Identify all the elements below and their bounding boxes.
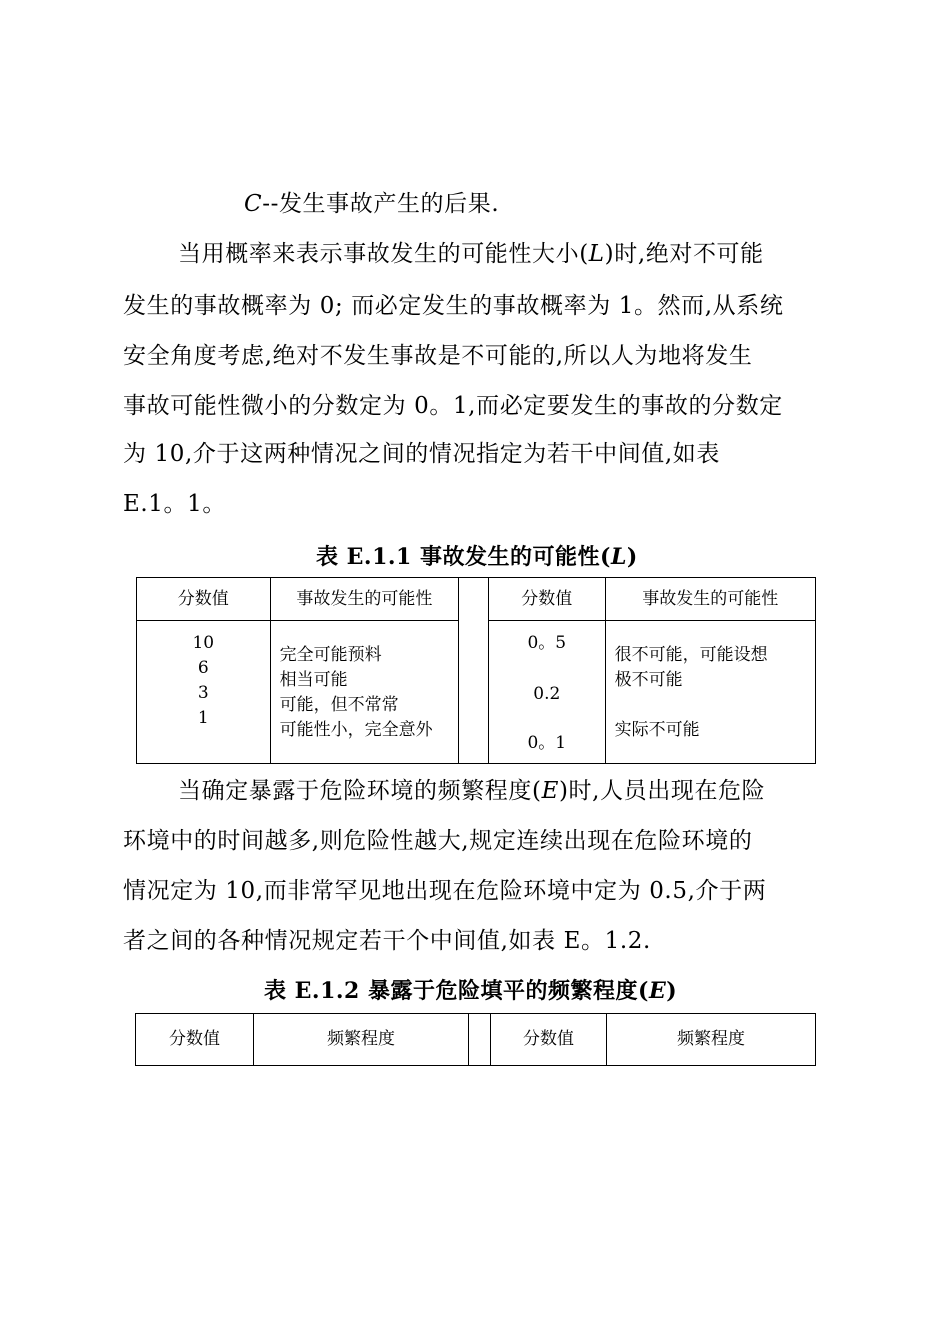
para1-line2: 发生的事故概率为 0; 而必定发生的事故概率为 1。然而,从系统 [123, 293, 784, 319]
table2-caption-pre: 表 E.1.2 暴露于危险填平的频繁程度( [264, 978, 649, 1004]
table2-header-score-left: 分数值 [136, 1014, 254, 1066]
para1-line5: 为 10,介于这两种情况之间的情况指定为若干中间值,如表 [123, 441, 720, 467]
table1-left-desc-cell [270, 621, 458, 764]
para1-line1-post: )时,绝对不可能 [604, 241, 764, 267]
table1-header-score-left: 分数值 [137, 578, 271, 621]
table1-left-desc: 可能，但不常常 [279, 695, 399, 715]
table1-right-scores-cell [488, 621, 605, 764]
table2-header-frequency-left: 频繁程度 [254, 1014, 469, 1066]
symbol-l: L [588, 241, 605, 267]
para2-line1-pre: 当确定暴露于危险环境的频繁程度( [178, 778, 542, 804]
table2-caption-post: ) [666, 978, 678, 1004]
table1-caption-pre: 表 E.1.1 事故发生的可能性( [316, 544, 611, 570]
table2-caption-symbol: E [648, 978, 667, 1004]
table1-right-score: 0.2 [533, 684, 561, 704]
para1-line3: 安全角度考虑,绝对不发生事故是不可能的,所以人为地将发生 [123, 343, 753, 369]
para1-line4: 事故可能性微小的分数定为 0。1,而必定要发生的事故的分数定 [123, 393, 783, 419]
table2-gap [469, 1014, 491, 1066]
c-symbol: C [244, 191, 263, 217]
c-definition-text: --发生事故产生的后果. [262, 191, 500, 217]
para2-line1 [178, 777, 765, 805]
table2 [135, 1013, 816, 1066]
table1-left-score: 10 [192, 633, 215, 653]
para2-line4: 者之间的各种情况规定若干个中间值,如表 E。1.2. [123, 928, 651, 954]
para1-line1 [178, 240, 764, 268]
para2-line2: 环境中的时间越多,则危险性越大,规定连续出现在危险环境的 [123, 828, 753, 854]
table1-left-desc: 可能性小，完全意外 [279, 720, 433, 740]
table1-right-desc-cell [605, 621, 815, 764]
table1-header-score-right: 分数值 [488, 578, 605, 621]
table1 [136, 577, 816, 764]
para1-line6: E.1。1。 [123, 491, 226, 517]
table2-header-frequency-right: 频繁程度 [607, 1014, 816, 1066]
table1-caption [316, 540, 638, 571]
table1-caption-symbol: L [610, 544, 627, 570]
para2-line3: 情况定为 10,而非常罕见地出现在危险环境中定为 0.5,介于两 [123, 878, 767, 904]
symbol-e: E [541, 778, 559, 804]
table1-left-score: 3 [197, 683, 209, 703]
table2-header-score-right: 分数值 [491, 1014, 607, 1066]
para1-line1-pre: 当用概率来表示事故发生的可能性大小( [178, 241, 589, 267]
table1-left-score: 1 [197, 708, 209, 728]
table1-right-score: 0。1 [527, 733, 567, 753]
table1-right-desc: 实际不可能 [614, 720, 700, 740]
table1-header-likelihood-right: 事故发生的可能性 [605, 578, 815, 621]
table1-right-desc: 极不可能 [614, 670, 683, 690]
table1-right-desc: 很不可能，可能设想 [614, 645, 768, 665]
table1-gap [459, 578, 489, 764]
c-definition [244, 190, 499, 218]
table1-caption-post: ) [626, 544, 638, 570]
table1-header-likelihood-left: 事故发生的可能性 [270, 578, 458, 621]
para2-line1-post: )时,人员出现在危险 [558, 778, 766, 804]
table1-left-score: 6 [197, 658, 209, 678]
table1-left-desc: 完全可能预料 [279, 645, 382, 665]
table2-caption [264, 974, 677, 1005]
table1-left-desc: 相当可能 [279, 670, 348, 690]
table1-left-scores-cell [137, 621, 271, 764]
table1-right-score: 0。5 [527, 633, 567, 653]
